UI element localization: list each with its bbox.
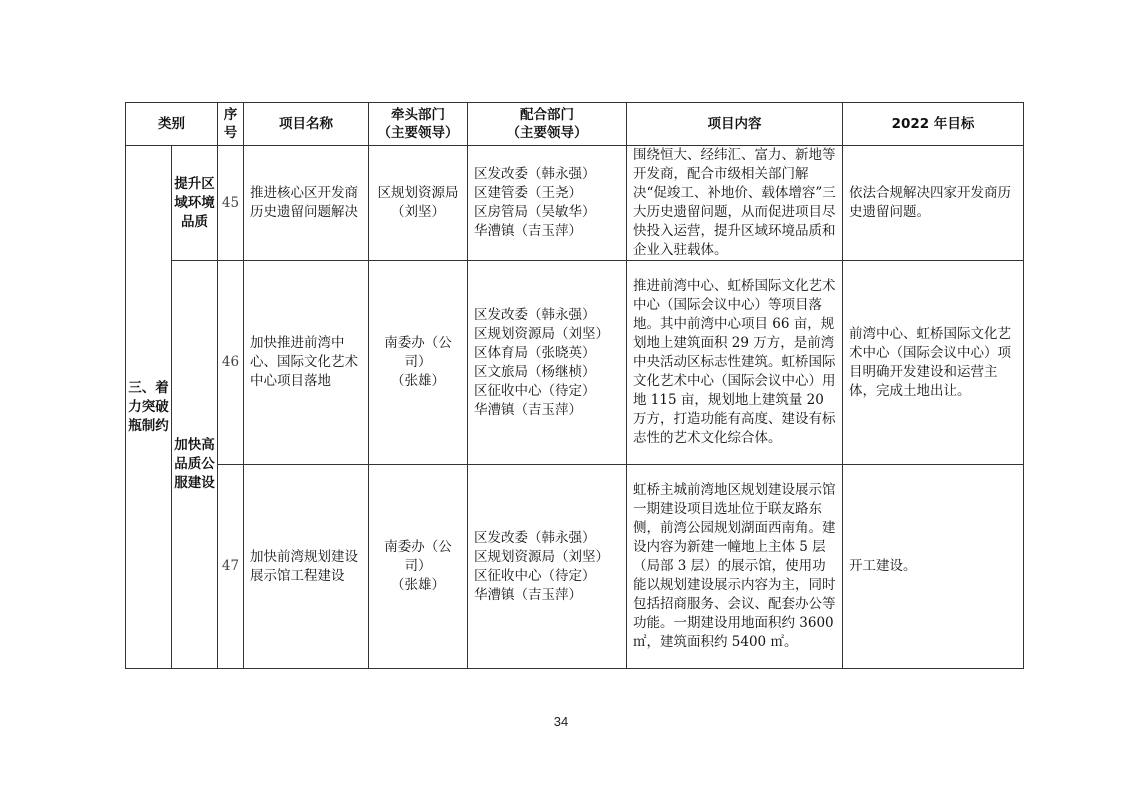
header-lead-line2: （主要领导）	[377, 125, 459, 141]
coop-item: 区房管局（吴敏华）	[474, 204, 596, 220]
header-target: 2022 年目标	[843, 103, 1024, 146]
row-project-name: 加快前湾规划建设展示馆工程建设	[244, 465, 369, 669]
coop-item: 区发改委（韩永强）	[474, 306, 596, 323]
row-target: 开工建设。	[843, 465, 1024, 669]
row-coop-depts	[468, 261, 627, 465]
coop-item: 华漕镇（吉玉萍）	[474, 401, 582, 418]
header-category: 类别	[126, 103, 218, 146]
header-coop-line2: （主要领导）	[506, 125, 588, 141]
row-content: 推进前湾中心、虹桥国际文化艺术中心（国际会议中心）等项目落地。其中前湾中心项目 66 亩，规划地上建筑面积 29 万方，是前湾中央活动区标志性建筑。虹桥国际文化艺术中心（国际会议中心）用地 115 亩，规划地上建筑量 20 万方，打造功能有高度、建设有标志性的艺术文化综合体。	[627, 261, 843, 465]
coop-item: 区征收中心（待定）	[474, 567, 596, 584]
lead-dept-person: （张雄）	[391, 373, 445, 389]
row-coop-depts	[468, 465, 627, 669]
header-row	[126, 103, 1024, 146]
coop-item: 华漕镇（吉玉萍）	[474, 223, 582, 239]
row-seq: 47	[218, 465, 244, 669]
table-row	[126, 261, 1024, 465]
lead-dept-person: （刘坚）	[391, 204, 445, 220]
subcategory-2: 加快高品质公服建设	[172, 261, 218, 669]
subcategory-1: 提升区域环境品质	[172, 146, 218, 261]
table-row	[126, 146, 1024, 261]
coop-item: 区文旅局（杨继桢）	[474, 363, 596, 380]
coop-item: 区规划资源局（刘坚）	[474, 548, 609, 565]
header-seq: 序号	[218, 103, 244, 146]
coop-item: 区建管委（王尧）	[474, 185, 582, 201]
row-lead-dept	[369, 465, 468, 669]
coop-item: 华漕镇（吉玉萍）	[474, 586, 582, 603]
header-project-name: 项目名称	[244, 103, 369, 146]
coop-item: 区发改委（韩永强）	[474, 166, 596, 182]
category-main: 三、着力突破瓶制约	[126, 146, 172, 669]
lead-dept-name: 南委办（公司）	[384, 335, 452, 370]
row-target: 前湾中心、虹桥国际文化艺术中心（国际会议中心）项目明确开发建设和运营主体，完成土地出让。	[843, 261, 1024, 465]
row-content: 围绕恒大、经纬汇、富力、新地等开发商，配合市级相关部门解决“促竣工、补地价、载体增容”三大历史遗留问题，从而促进项目尽快投入运营，提升区域环境品质和企业入驻载体。	[627, 146, 843, 261]
row-seq: 46	[218, 261, 244, 465]
header-coop-line1: 配合部门	[520, 107, 574, 123]
row-seq: 45	[218, 146, 244, 261]
row-project-name: 推进核心区开发商历史遗留问题解决	[244, 146, 369, 261]
project-table	[125, 102, 1024, 669]
coop-item: 区发改委（韩永强）	[474, 529, 596, 546]
coop-item: 区规划资源局（刘坚）	[474, 325, 609, 342]
lead-dept-name: 南委办（公司）	[384, 539, 452, 574]
row-lead-dept	[369, 261, 468, 465]
table-row	[126, 465, 1024, 669]
lead-dept-name: 区规划资源局	[377, 185, 459, 201]
coop-item: 区体育局（张晓英）	[474, 344, 596, 361]
header-coop-dept	[468, 103, 627, 146]
row-target: 依法合规解决四家开发商历史遗留问题。	[843, 146, 1024, 261]
row-lead-dept	[369, 146, 468, 261]
header-lead-line1: 牵头部门	[391, 107, 445, 123]
page-number: 34	[553, 714, 569, 729]
lead-dept-person: （张雄）	[391, 577, 445, 593]
header-lead-dept	[369, 103, 468, 146]
header-content: 项目内容	[627, 103, 843, 146]
row-project-name: 加快推进前湾中心、国际文化艺术中心项目落地	[244, 261, 369, 465]
row-content: 虹桥主城前湾地区规划建设展示馆一期建设项目选址位于联友路东侧，前湾公园规划湖面西南角。建设内容为新建一幢地上主体 5 层（局部 3 层）的展示馆，使用功能以规划建设展示内容为主，同时包括招商服务、会议、配套办公等功能。一期建设用地面积约 3600 ㎡，建筑面积约 5400 ㎡。	[627, 465, 843, 669]
coop-item: 区征收中心（待定）	[474, 382, 596, 399]
row-coop-depts	[468, 146, 627, 261]
